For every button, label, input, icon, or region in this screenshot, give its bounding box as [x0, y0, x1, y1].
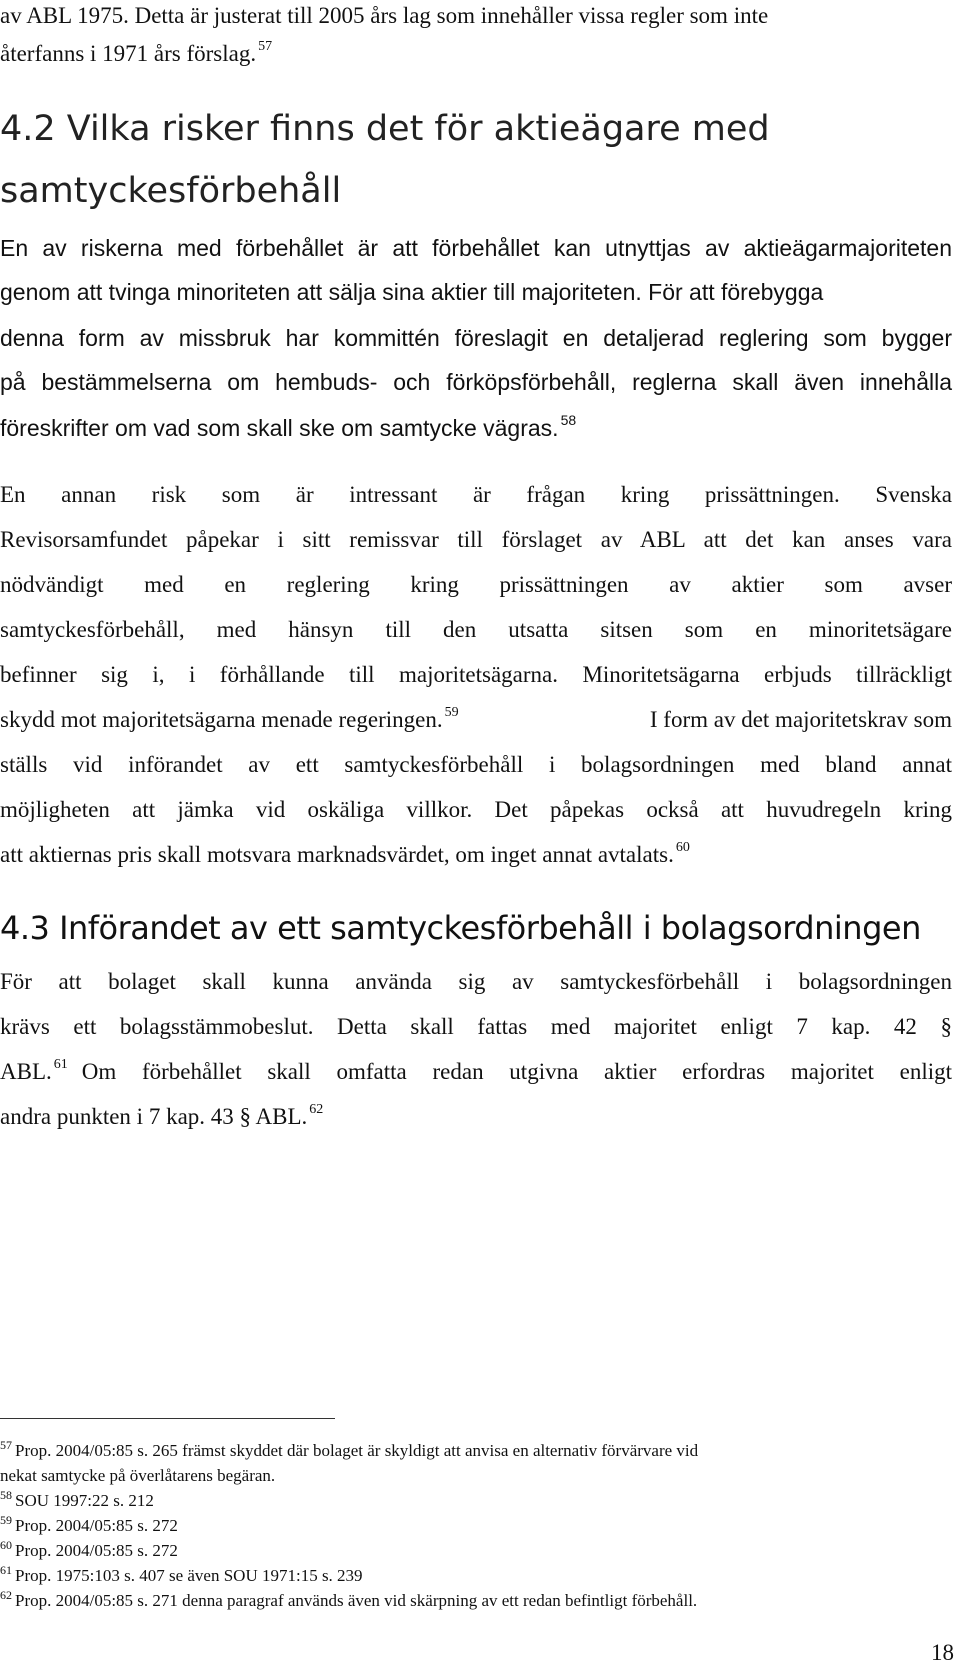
footnote-text: Prop. 2004/05:85 s. 265 främst skyddet där bolaget är skyldigt att anvisa en alternativ förvärvare vid	[15, 1441, 699, 1460]
page-number: 18	[931, 1640, 954, 1665]
p1-line-4: på bestämmelserna om hembuds- och förköpsförbehåll, reglerna skall även innehålla	[0, 369, 952, 395]
section-4-2-heading-line-1: 4.2 Vilka risker finns det för aktieägare med	[0, 109, 770, 149]
p2-line-1: En annan risk som är intressant är frågan kring prissättningen. Svenska	[0, 482, 952, 507]
p2-line-7: ställs vid införandet av ett samtyckesförbehåll i bolagsordningen med bland annat	[0, 752, 952, 777]
p2-line-6-text-b: I form av det majoritetskrav som	[649, 707, 952, 732]
footnote-text: SOU 1997:22 s. 212	[15, 1491, 154, 1510]
footnote-ref-59[interactable]: 59	[444, 705, 459, 720]
section-4-2-heading-line-2: samtyckesförbehåll	[0, 171, 342, 211]
section-4-3-heading: 4.3 Införandet av ett samtyckesförbehåll i bolagsordningen	[0, 909, 921, 947]
footnote-text: Prop. 1975:103 s. 407 se även SOU 1971:15 s. 239	[15, 1566, 363, 1585]
p3-last-text: andra punkten i 7 kap. 43 § ABL.	[0, 1104, 308, 1129]
footnote-ref-57[interactable]: 57	[258, 39, 273, 54]
p2-line-5: befinner sig i, i förhållande till majoritetsägarna. Minoritetsägarna erbjuds tillräckligt	[0, 662, 952, 687]
footnote-61	[0, 1565, 363, 1588]
p3-line-1: För att bolaget skall kunna använda sig av samtyckesförbehåll i bolagsordningen	[0, 969, 952, 994]
p3-line-3-text-b: Om förbehållet skall omfatta redan utgivna aktier erfordras majoritet enligt	[81, 1059, 952, 1084]
footnote-number: 60	[0, 1538, 12, 1552]
footnote-62	[0, 1590, 697, 1613]
footnote-text: nekat samtycke på överlåtarens begäran.	[0, 1466, 276, 1485]
footnote-number: 59	[0, 1513, 12, 1527]
p2-line-8: möjligheten att jämka vid oskäliga villkor. Det påpekas också att huvudregeln kring	[0, 797, 952, 822]
footnote-57	[0, 1440, 698, 1463]
p1-line-3: denna form av missbruk har kommittén föreslagit en detaljerad reglering som bygger	[0, 325, 952, 351]
footnote-59	[0, 1515, 178, 1538]
footnote-text: Prop. 2004/05:85 s. 272	[15, 1541, 178, 1560]
p2-last-text: att aktiernas pris skall motsvara marknadsvärdet, om inget annat avtalats.	[0, 842, 674, 867]
footnote-ref-58[interactable]: 58	[560, 412, 577, 428]
p3-line-2: krävs ett bolagsstämmobeslut. Detta skall fattas med majoritet enligt 7 kap. 42 §	[0, 1014, 952, 1039]
p1-line-2: genom att tvinga minoriteten att sälja sina aktier till majoriteten. För att förebygga	[0, 279, 824, 305]
footnote-separator	[0, 1418, 335, 1419]
p1-last-text: föreskrifter om vad som skall ske om samtycke vägras.	[0, 415, 559, 441]
footnote-number: 57	[0, 1438, 12, 1452]
p2-line-3: nödvändigt med en reglering kring prissättningen av aktier som avser	[0, 572, 952, 597]
p3-line-4	[0, 1103, 323, 1135]
footnote-text: Prop. 2004/05:85 s. 271 denna paragraf används även vid skärpning av ett redan befintligt förbehåll.	[15, 1591, 698, 1610]
p1-line-5	[0, 414, 576, 445]
intro-line-1	[0, 2, 768, 30]
footnote-ref-60[interactable]: 60	[675, 840, 690, 855]
p2-line-2: Revisorsamfundet påpekar i sitt remissvar till förslaget av ABL att det kan anses vara	[0, 527, 952, 552]
intro-text-2: återfanns i 1971 års förslag.	[0, 41, 257, 66]
p2-line-6	[0, 706, 952, 738]
intro-text-1: av ABL 1975. Detta är justerat till 2005 års lag som innehåller vissa regler som inte	[0, 3, 769, 28]
footnote-60	[0, 1540, 178, 1563]
footnote-number: 61	[0, 1563, 12, 1577]
p2-line-4: samtyckesförbehåll, med hänsyn till den utsatta sitsen som en minoritetsägare	[0, 617, 952, 642]
footnote-number: 58	[0, 1488, 12, 1502]
p2-line-9	[0, 841, 690, 873]
p3-line-3	[0, 1058, 952, 1090]
footnote-ref-62[interactable]: 62	[309, 1102, 324, 1117]
p3-line-3-text-a: ABL.	[0, 1059, 52, 1084]
footnote-number: 62	[0, 1588, 12, 1602]
footnote-58	[0, 1490, 154, 1513]
p2-line-6-left	[0, 706, 459, 738]
footnote-57-cont	[0, 1465, 275, 1486]
p2-line-6-text-a: skydd mot majoritetsägarna menade regeringen.	[0, 707, 443, 732]
p1-line-1: En av riskerna med förbehållet är att förbehållet kan utnyttjas av aktieägarmajoriteten	[0, 235, 952, 261]
footnote-text: Prop. 2004/05:85 s. 272	[15, 1516, 178, 1535]
footnote-ref-61[interactable]: 61	[53, 1057, 68, 1072]
intro-line-2	[0, 40, 272, 72]
p3-line-3-left	[0, 1058, 68, 1090]
